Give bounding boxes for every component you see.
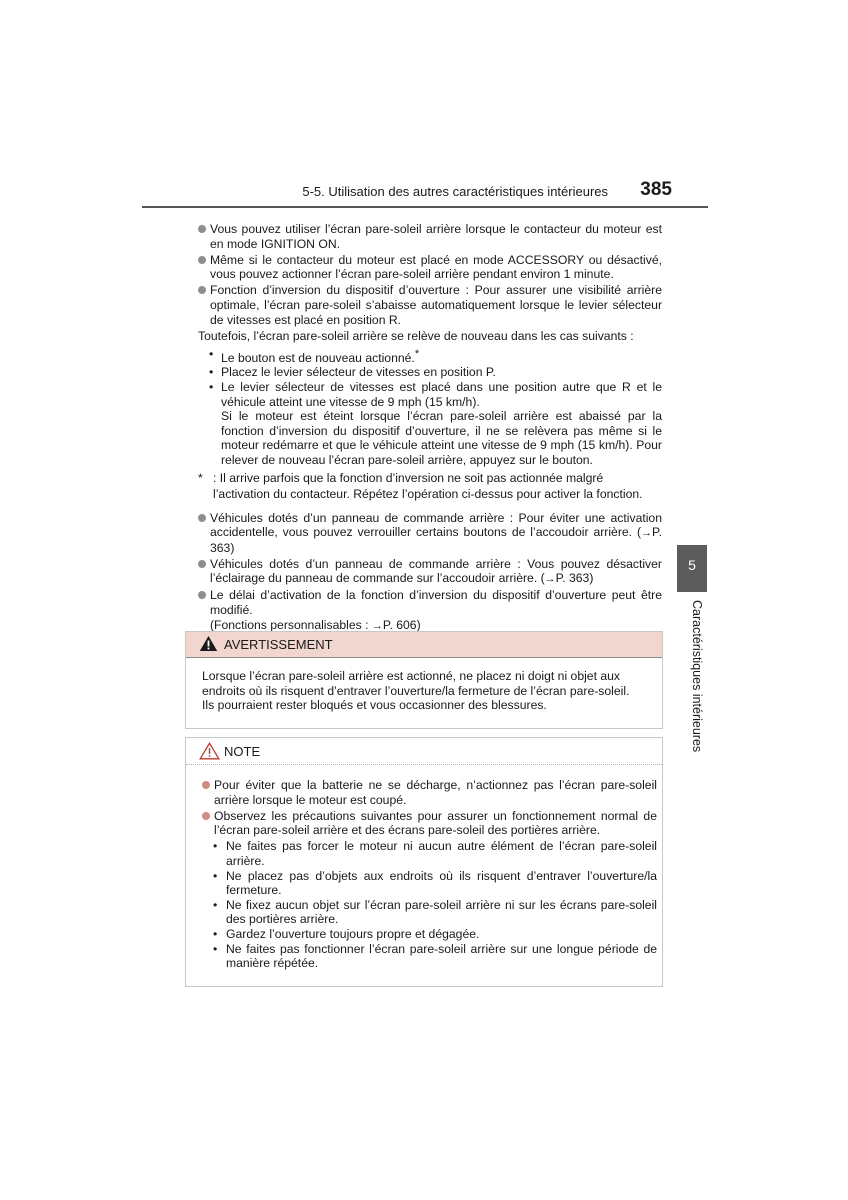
dot-marker: • — [209, 379, 214, 394]
dot-marker: • — [213, 839, 218, 854]
note-sub-item: • Ne faites pas forcer le moteur ni aucun autre élément de l’écran pare-soleil arrière. — [213, 839, 657, 868]
caution-icon — [199, 742, 220, 760]
page-reference[interactable]: P. 363) — [210, 525, 662, 555]
note-header — [186, 738, 662, 765]
footnote-mark: * — [198, 470, 203, 485]
note-sub-item: • Ne placez pas d’objets aux endroits où ils risquent d’entraver l’ouverture/la fermeture. — [213, 868, 657, 898]
warning-title: AVERTISSEMENT — [224, 637, 333, 652]
case-item: • Le levier sélecteur de vitesses est placé dans une position autre que R et le véhicule atteint une vitesse de 9 mph (15 km/h). — [209, 379, 662, 409]
bullet-icon — [198, 591, 206, 599]
list-item: Véhicules dotés d’un panneau de commande arrière : Vous pouvez désactiver l’éclairage du panneau de commande sur l’accoudoir arrière. (→P. 363) — [198, 557, 662, 587]
list-item: Fonction d’inversion du dispositif d’ouverture : Pour assurer une visibilité arrière optimale, l’écran pare-soleil s’abaisse automatiquement lorsque le levier sélecteur de vitesses est placé en position R. — [198, 283, 662, 327]
list-item: Vous pouvez utiliser l’écran pare-soleil arrière lorsque le contacteur du moteur est en mode IGNITION ON. — [198, 222, 662, 251]
bullet-icon — [198, 560, 206, 568]
warning-icon — [199, 635, 218, 652]
list-item: Le délai d’activation de la fonction d’inversion du dispositif d’ouverture peut être modifié. (Fonctions personnalisables : →P. 606) — [198, 588, 662, 633]
arrow-icon: → — [371, 619, 383, 632]
dot-marker: • — [213, 941, 218, 956]
footnote: * : Il arrive parfois que la fonction d’inversion ne soit pas actionnée malgré l’activation du contacteur. Répétez l’opération ci-dessus pour activer la fonction. — [198, 470, 643, 501]
main-content — [198, 222, 662, 635]
bullet-icon — [198, 514, 206, 522]
note-sub-item: • Ne fixez aucun objet sur l’écran pare-soleil arrière ni sur les écrans pare-soleil des portières arrière. — [213, 897, 657, 927]
dot-marker: • — [213, 868, 218, 883]
dot-marker: • — [209, 346, 214, 361]
page-reference[interactable]: P. 363) — [555, 571, 594, 586]
bullet-icon — [198, 286, 206, 294]
case-note: Si le moteur est éteint lorsque l’écran pare-soleil arrière est abaissé par la fonction d’inversion du dispositif d’ouverture, il ne se relèvera pas même si le moteur redémarre et que le véhicule atteint une vitesse de 9 mph (15 km/h). Pour relever de nouveau l’écran pare-soleil arrière, appuyez sur le bouton. — [221, 409, 662, 467]
arrow-icon: → — [641, 527, 653, 540]
warning-box — [185, 631, 663, 729]
dot-marker: • — [213, 897, 218, 912]
section-title: 5-5. Utilisation des autres caractéristiques intérieures — [302, 184, 608, 199]
paragraph-toutefois: Toutefois, l’écran pare-soleil arrière se relève de nouveau dans les cas suivants : — [198, 329, 634, 344]
note-sub-item: • Gardez l’ouverture toujours propre et dégagée. — [213, 926, 480, 941]
bullet-icon — [202, 812, 210, 820]
header-rule — [142, 206, 708, 208]
chapter-tab-label: Caractéristiques intérieures — [690, 600, 704, 753]
warning-header — [186, 632, 662, 658]
footnote-ref: * — [414, 347, 420, 360]
chapter-tab: 5 — [677, 545, 707, 592]
warning-body: Lorsque l’écran pare-soleil arrière est actionné, ne placez ni doigt ni objet aux endroits où ils risquent d’entraver l’ouverture/la fermeture de l’écran pare-soleil. Ils pourraient rester bloqués et vous occasionner des blessures. — [202, 669, 630, 713]
case-item: • Le bouton est de nouveau actionné.* — [209, 346, 420, 365]
note-title: NOTE — [224, 744, 261, 759]
note-body — [202, 778, 657, 971]
page-reference[interactable]: P. 606) — [382, 617, 421, 632]
bullet-icon — [198, 225, 206, 233]
page-number: 385 — [640, 179, 672, 200]
bullet-icon — [202, 781, 210, 789]
note-sub-item: • Ne faites pas fonctionner l’écran pare-soleil arrière sur une longue période de manière répétée. — [213, 941, 657, 971]
arrow-icon: → — [544, 573, 556, 586]
case-item: • Placez le levier sélecteur de vitesses en position P. — [209, 365, 496, 380]
dot-marker: • — [209, 365, 214, 380]
note-box — [185, 737, 663, 987]
dot-marker: • — [213, 926, 218, 941]
bullet-icon — [198, 256, 206, 264]
list-item: Pour éviter que la batterie ne se décharge, n’actionnez pas l’écran pare-soleil arrière lorsque le moteur est coupé. — [202, 778, 657, 807]
list-item: Observez les précautions suivantes pour assurer un fonctionnement normal de l’écran pare-soleil arrière et des écrans pare-soleil des portières arrière. — [202, 809, 657, 838]
list-item: Même si le contacteur du moteur est placé en mode ACCESSORY ou désactivé, vous pouvez actionner l’écran pare-soleil arrière pendant environ 1 minute. — [198, 253, 662, 282]
list-item: Véhicules dotés d’un panneau de commande arrière : Pour éviter une activation accidentelle, vous pouvez verrouiller certains boutons de l’accoudoir arrière. (→P. 363) — [198, 511, 662, 556]
